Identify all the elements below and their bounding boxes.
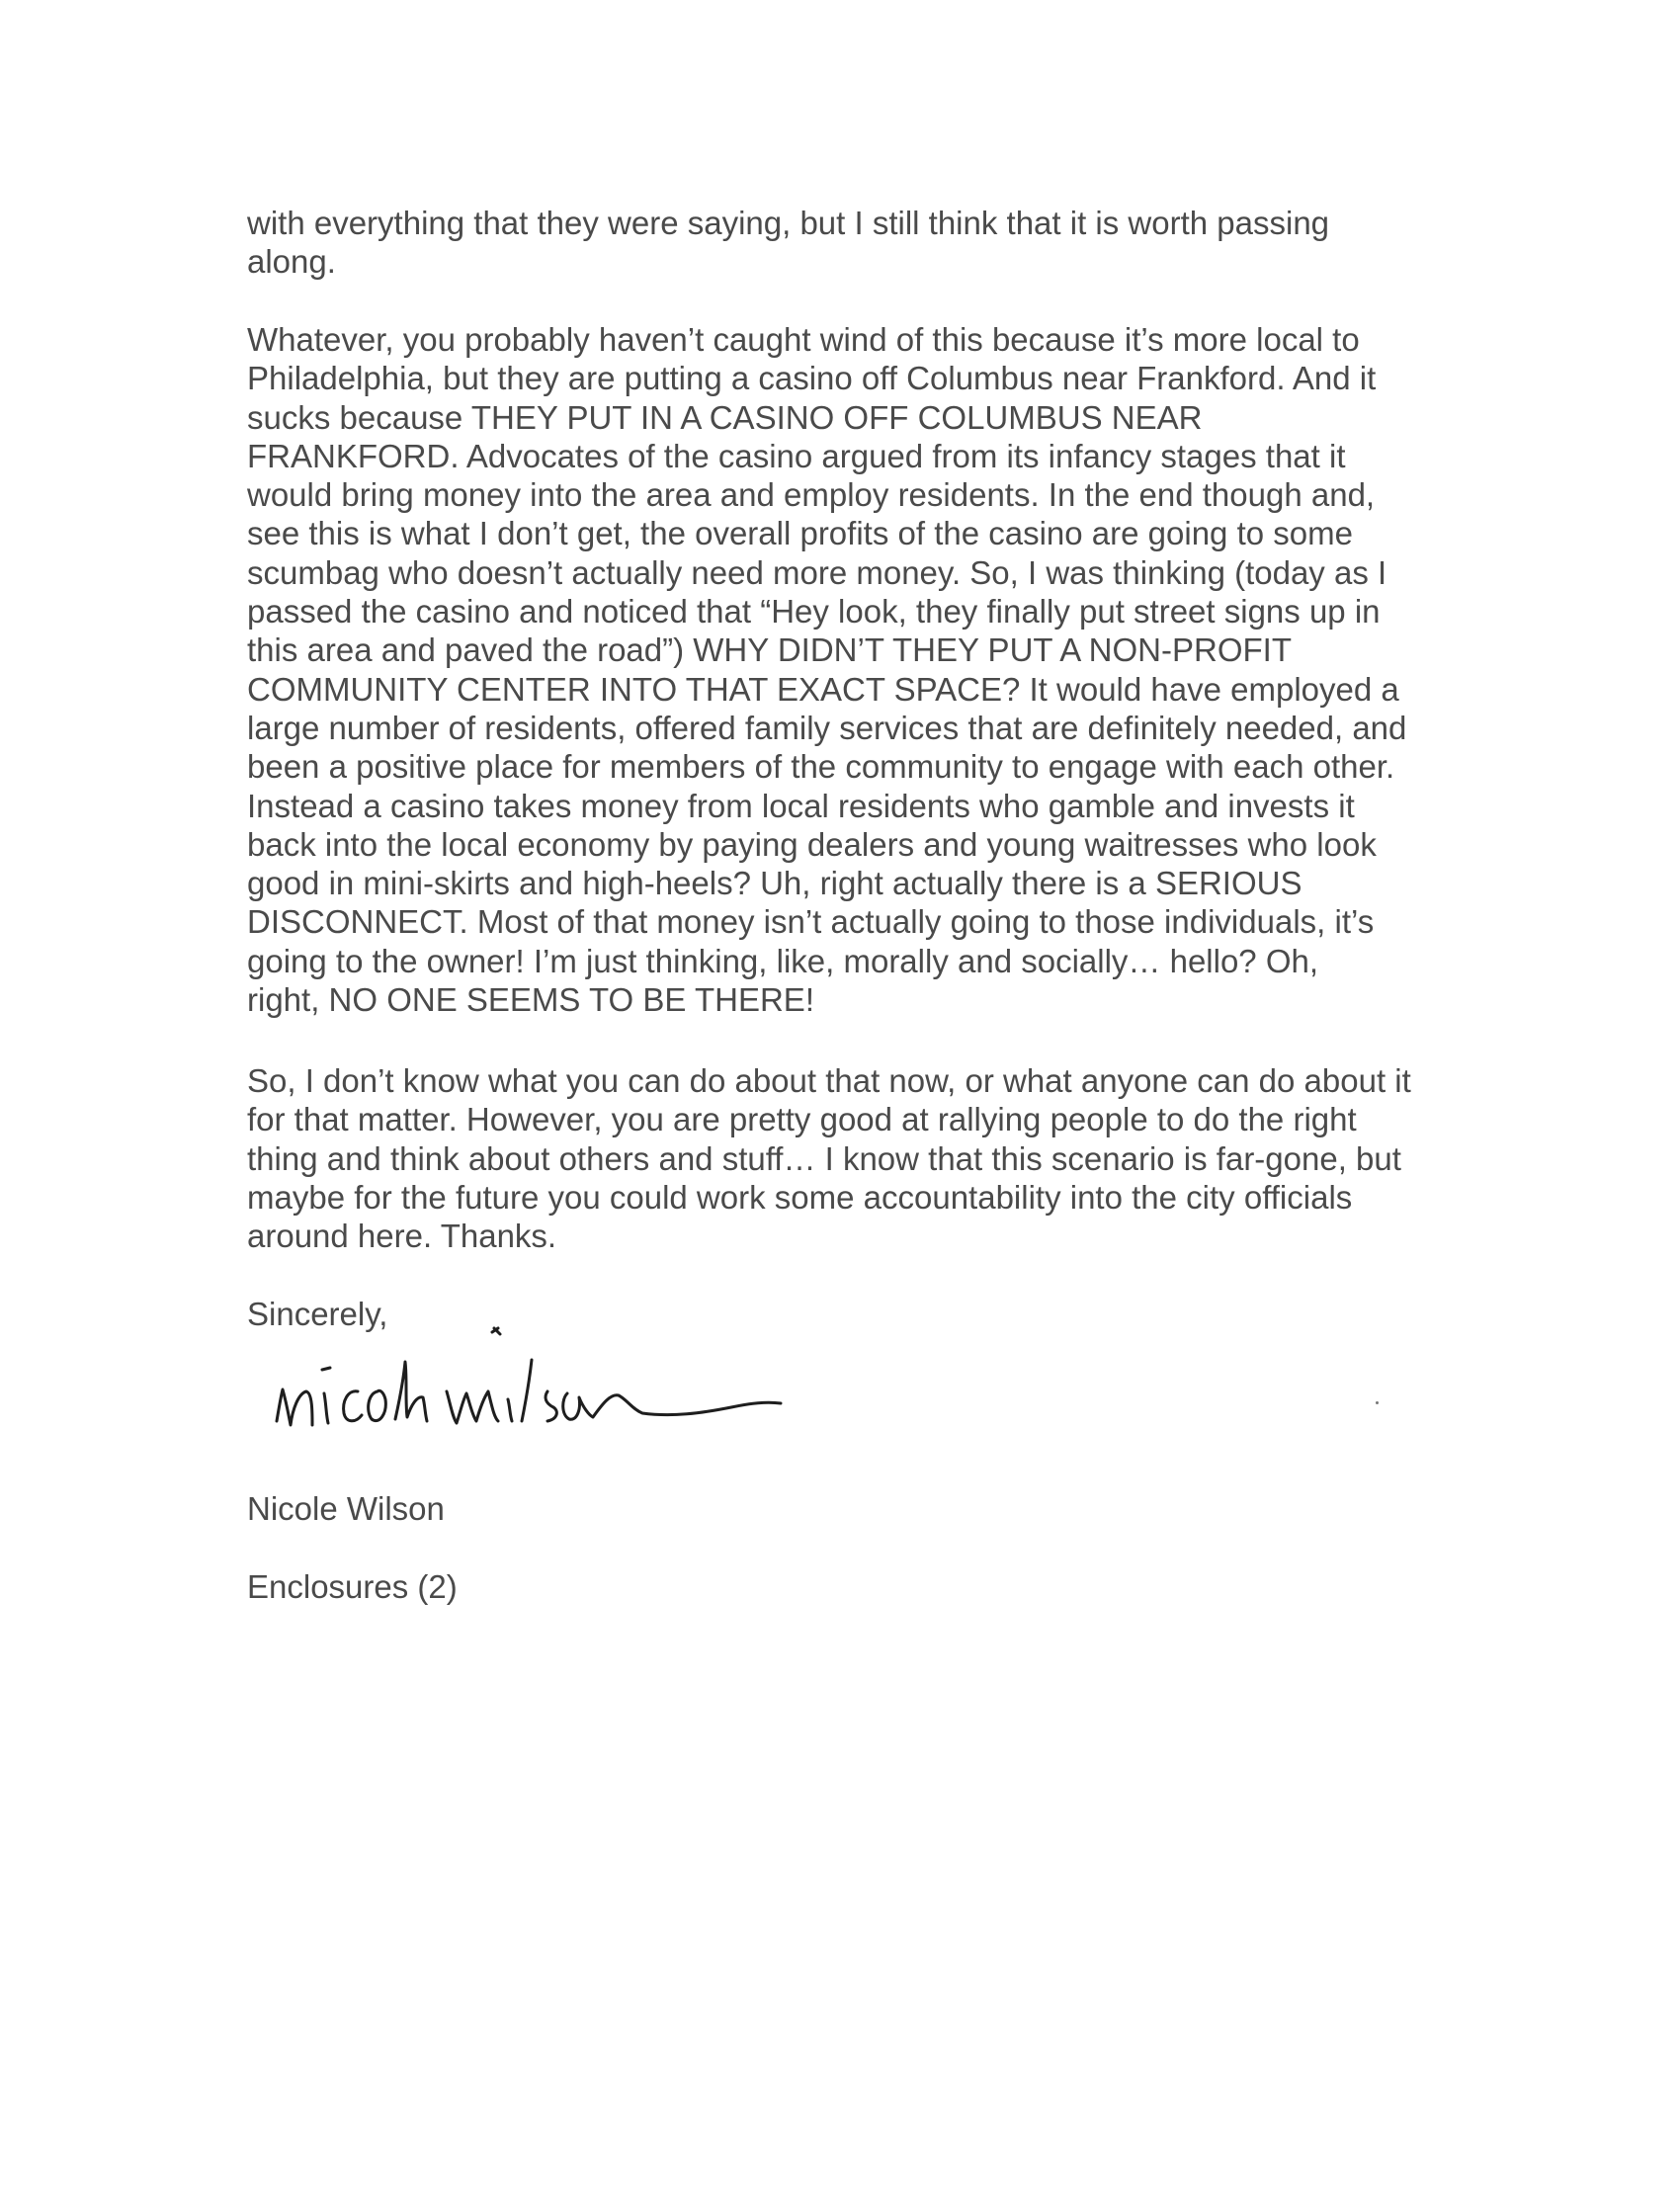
text-line: DISCONNECT. Most of that money isn’t actually going to those individuals, it’s: [247, 903, 1375, 941]
text-line: scumbag who doesn’t actually need more money. So, I was thinking (today as I: [247, 553, 1387, 591]
text-line: going to the owner! I’m just thinking, like, morally and socially… hello? Oh,: [247, 942, 1319, 979]
text-line: for that matter. However, you are pretty good at rallying people to do the right: [247, 1101, 1357, 1138]
text-line: this area and paved the road”) WHY DIDN’T THEY PUT A NON-PROFIT: [247, 631, 1292, 669]
enclosures-note: Enclosures (2): [247, 1568, 458, 1605]
text-line: large number of residents, offered family services that are definitely needed, and: [247, 709, 1407, 746]
text-line: back into the local economy by paying dealers and young waitresses who look: [247, 825, 1377, 863]
text-line: So, I don’t know what you can do about that now, or what anyone can do about it: [247, 1062, 1411, 1099]
signer-name: Nicole Wilson: [247, 1490, 445, 1527]
text-line: Whatever, you probably haven’t caught wind of this because it’s more local to: [247, 321, 1360, 358]
text-line: thing and think about others and stuff… I know that this scenario is far-gone, but: [247, 1139, 1401, 1177]
paragraph-casino: [247, 320, 1453, 1019]
text-line: around here. Thanks.: [247, 1218, 557, 1255]
handwritten-signature: [267, 1322, 800, 1471]
closing-salutation: Sincerely,: [247, 1296, 388, 1332]
text-line: passed the casino and noticed that “Hey look, they finally put street signs up in: [247, 593, 1381, 631]
paragraph-request: [247, 1061, 1453, 1255]
text-line: FRANKFORD. Advocates of the casino argued from its infancy stages that it: [247, 437, 1346, 474]
text-line: Philadelphia, but they are putting a casino off Columbus near Frankford. And it: [247, 360, 1377, 397]
text-line: see this is what I don’t get, the overall profits of the casino are going to some: [247, 515, 1353, 552]
text-line: maybe for the future you could work some accountability into the city officials: [247, 1178, 1353, 1216]
paragraph-continuation: [247, 204, 1453, 282]
text-line: with everything that they were saying, but I still think that it is worth passing: [247, 205, 1330, 241]
text-line: Instead a casino takes money from local residents who gamble and invests it: [247, 787, 1355, 824]
text-line: COMMUNITY CENTER INTO THAT EXACT SPACE? It would have employed a: [247, 670, 1399, 708]
text-line: been a positive place for members of the community to engage with each other.: [247, 748, 1395, 786]
text-line: along.: [247, 243, 336, 281]
text-line: sucks because THEY PUT IN A CASINO OFF COLUMBUS NEAR: [247, 398, 1203, 436]
text-line: good in mini-skirts and high-heels? Uh, right actually there is a SERIOUS: [247, 865, 1302, 902]
scan-speck: [1376, 1401, 1379, 1404]
text-line: would bring money into the area and employ residents. In the end though and,: [247, 476, 1376, 514]
text-line: right, NO ONE SEEMS TO BE THERE!: [247, 981, 814, 1019]
